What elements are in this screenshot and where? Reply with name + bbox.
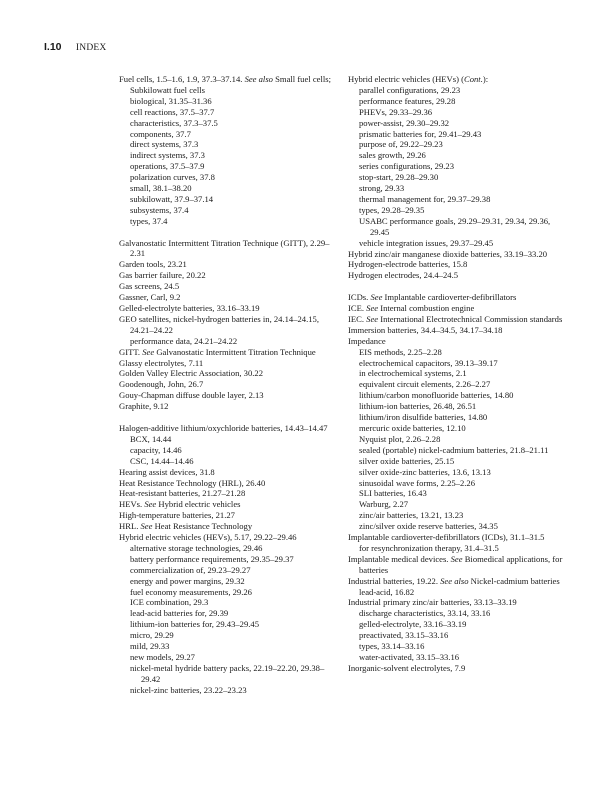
index-entry bbox=[119, 499, 341, 510]
index-subentry bbox=[348, 194, 570, 205]
index-subentry bbox=[348, 401, 570, 412]
index-subentry bbox=[348, 107, 570, 118]
index-subentry bbox=[348, 205, 570, 216]
entry-text: BCX, 14.44 bbox=[130, 433, 172, 444]
index-entry bbox=[348, 597, 570, 608]
entry-text: zinc/silver oxide reserve batteries, 34.35 bbox=[359, 521, 498, 532]
index-entry bbox=[119, 368, 341, 379]
index-subentry bbox=[348, 521, 570, 532]
entry-text: nickel-metal hydride battery packs, 22.19–22.20, 29.38–29.42 bbox=[130, 662, 325, 684]
entry-text: types, 29.28–29.35 bbox=[359, 204, 425, 215]
index-entry bbox=[348, 554, 570, 576]
entry-text: alternative storage technologies, 29.46 bbox=[130, 542, 263, 553]
entry-text: preactivated, 33.15–33.16 bbox=[359, 630, 449, 641]
entry-text: Nyquist plot, 2.26–2.28 bbox=[359, 433, 441, 444]
index-subentry bbox=[119, 205, 341, 216]
entry-text: for resynchronization therapy, 31.4–31.5 bbox=[359, 542, 499, 553]
entry-text: Hybrid electric vehicles (HEVs) ( bbox=[348, 74, 464, 84]
entry-text: Gas barrier failure, 20.22 bbox=[119, 270, 206, 281]
entry-group-gap bbox=[119, 227, 341, 238]
entry-text: components, 37.7 bbox=[130, 128, 191, 139]
entry-text: PHEVs, 29.33–29.36 bbox=[359, 106, 433, 117]
entry-text: operations, 37.5–37.9 bbox=[130, 161, 205, 172]
index-entry bbox=[348, 663, 570, 674]
page-header bbox=[44, 40, 106, 54]
entry-text: in electrochemical systems, 2.1 bbox=[359, 368, 467, 379]
entry-text: High-temperature batteries, 21.27 bbox=[119, 510, 235, 521]
see-reference: See bbox=[450, 553, 463, 564]
index-subentry bbox=[119, 576, 341, 587]
index-entry bbox=[119, 401, 341, 412]
entry-text: HRL. bbox=[119, 521, 141, 532]
entry-text: Implantable cardioverter-defibrillators (ICDs), 31.1–31.5 bbox=[348, 532, 545, 543]
index-subentry bbox=[348, 587, 570, 598]
index-entry bbox=[119, 292, 341, 303]
entry-text: gelled-electrolyte, 33.16–33.19 bbox=[359, 619, 467, 630]
entry-text: performance data, 24.21–24.22 bbox=[130, 335, 238, 346]
entry-text: nickel-zinc batteries, 23.22–23.23 bbox=[130, 684, 247, 695]
entry-text: lithium-ion batteries, 26.48, 26.51 bbox=[359, 401, 477, 412]
page-number: I.10 bbox=[44, 41, 62, 53]
index-subentry bbox=[348, 139, 570, 150]
entry-text: power-assist, 29.30–29.32 bbox=[359, 117, 450, 128]
index-subentry bbox=[348, 358, 570, 369]
index-entry bbox=[348, 74, 570, 85]
entry-text: Graphite, 9.12 bbox=[119, 401, 169, 412]
entry-text: vehicle integration issues, 29.37–29.45 bbox=[359, 237, 494, 248]
entry-text: sales growth, 29.26 bbox=[359, 150, 426, 161]
index-subentry bbox=[348, 456, 570, 467]
entry-text: equivalent circuit elements, 2.26–2.27 bbox=[359, 379, 491, 390]
index-entry bbox=[119, 238, 341, 260]
entry-text: Garden tools, 23.21 bbox=[119, 259, 187, 270]
entry-text: Galvanostatic Intermittent Titration Technique (GITT), 2.29–2.31 bbox=[119, 237, 330, 259]
index-entry bbox=[348, 532, 570, 543]
index-subentry bbox=[119, 641, 341, 652]
index-subentry bbox=[119, 652, 341, 663]
entry-text: types, 37.4 bbox=[130, 215, 168, 226]
entry-text: small, 38.1–38.20 bbox=[130, 183, 192, 194]
index-subentry bbox=[119, 619, 341, 630]
index-subentry bbox=[119, 597, 341, 608]
entry-text: performance features, 29.28 bbox=[359, 95, 456, 106]
entry-reference-text: Hybrid electric vehicles bbox=[156, 499, 241, 510]
index-subentry bbox=[119, 554, 341, 565]
entry-text: IEC. bbox=[348, 313, 367, 324]
entry-text: Hybrid electric vehicles (HEVs), 5.17, 29.22–29.46 bbox=[119, 532, 297, 543]
see-reference: See bbox=[144, 499, 157, 510]
entry-text: sinusoidal wave forms, 2.25–2.26 bbox=[359, 477, 476, 488]
index-subentry bbox=[119, 630, 341, 641]
index-subentry bbox=[348, 641, 570, 652]
index-entry bbox=[348, 325, 570, 336]
entry-reference-text: International Electrotechnical Commission standards bbox=[378, 313, 563, 324]
entry-text: Fuel cells, 1.5–1.6, 1.9, 37.3–37.14. bbox=[119, 74, 245, 84]
entry-reference-text: Implantable cardioverter-defibrillators bbox=[382, 292, 517, 303]
see-reference: See bbox=[366, 313, 379, 324]
index-subentry bbox=[348, 183, 570, 194]
entry-text: micro, 29.29 bbox=[130, 630, 174, 641]
entry-text: types, 33.14–33.16 bbox=[359, 641, 425, 652]
index-subentry bbox=[348, 499, 570, 510]
entry-text: Golden Valley Electric Association, 30.22 bbox=[119, 368, 263, 379]
entry-text: Industrial batteries, 19.22. bbox=[348, 575, 441, 586]
entry-text: cell reactions, 37.5–37.7 bbox=[130, 106, 215, 117]
entry-text: silver oxide-zinc batteries, 13.6, 13.13 bbox=[359, 466, 491, 477]
index-entry bbox=[348, 270, 570, 281]
entry-text: Heat-resistant batteries, 21.27–21.28 bbox=[119, 488, 246, 499]
entry-text: Industrial primary zinc/air batteries, 33.13–33.19 bbox=[348, 597, 517, 608]
entry-reference-text: Biomedical applications, for batteries bbox=[359, 553, 563, 575]
see-reference: See also bbox=[440, 575, 469, 586]
entry-text: ICE. bbox=[348, 303, 367, 314]
see-reference: See bbox=[366, 303, 379, 314]
index-subentry bbox=[119, 587, 341, 598]
entry-text: Warburg, 2.27 bbox=[359, 499, 409, 510]
index-subentry bbox=[119, 107, 341, 118]
entry-text: Goodenough, John, 26.7 bbox=[119, 379, 204, 390]
index-subentry bbox=[119, 96, 341, 107]
entry-reference-text: Nickel-cadmium batteries bbox=[468, 575, 560, 586]
see-reference: See bbox=[370, 292, 383, 303]
entry-reference-text: Small fuel cells; Subkilowatt fuel cells bbox=[130, 74, 331, 95]
index-subentry bbox=[119, 118, 341, 129]
index-column-left bbox=[119, 74, 341, 696]
entry-text: new models, 29.27 bbox=[130, 652, 195, 662]
index-entry bbox=[119, 390, 341, 401]
see-reference: See also bbox=[244, 74, 273, 84]
index-subentry bbox=[348, 510, 570, 521]
index-entry bbox=[119, 467, 341, 478]
entry-reference-text: Heat Resistance Technology bbox=[152, 521, 253, 532]
index-subentry bbox=[348, 150, 570, 161]
entry-text: Implantable medical devices. bbox=[348, 553, 451, 564]
entry-text: ICE combination, 29.3 bbox=[130, 597, 209, 608]
entry-text: mercuric oxide batteries, 12.10 bbox=[359, 422, 466, 433]
index-subentry bbox=[119, 150, 341, 161]
see-reference: See bbox=[142, 346, 155, 357]
entry-text: ICDs. bbox=[348, 292, 371, 303]
index-subentry bbox=[348, 347, 570, 358]
index-subentry bbox=[348, 445, 570, 456]
index-entry bbox=[119, 423, 341, 434]
index-entry bbox=[119, 303, 341, 314]
entry-text: Immersion batteries, 34.4–34.5, 34.17–34.18 bbox=[348, 324, 503, 335]
entry-text: Hybrid zinc/air manganese dioxide batteries, 33.19–33.20 bbox=[348, 248, 548, 259]
entry-group-gap bbox=[119, 412, 341, 423]
index-entry bbox=[348, 314, 570, 325]
entry-text: prismatic batteries for, 29.41–29.43 bbox=[359, 128, 482, 139]
entry-text: Glassy electrolytes, 7.11 bbox=[119, 357, 204, 368]
entry-text: mild, 29.33 bbox=[130, 641, 170, 652]
index-entry bbox=[119, 532, 341, 543]
index-subentry bbox=[119, 129, 341, 140]
index-subentry bbox=[119, 445, 341, 456]
entry-text: Gassner, Carl, 9.2 bbox=[119, 292, 181, 303]
entry-reference-text: Internal combustion engine bbox=[378, 303, 475, 314]
index-subentry bbox=[119, 543, 341, 554]
index-subentry bbox=[348, 478, 570, 489]
index-entry bbox=[119, 314, 341, 336]
index-subentry bbox=[348, 172, 570, 183]
index-subentry bbox=[348, 216, 570, 238]
entry-text: sealed (portable) nickel-cadmium batteries, 21.8–21.11 bbox=[359, 444, 549, 455]
entry-text: stop-start, 29.28–29.30 bbox=[359, 172, 439, 183]
entry-text: indirect systems, 37.3 bbox=[130, 150, 205, 161]
index-subentry bbox=[348, 368, 570, 379]
index-subentry bbox=[348, 412, 570, 423]
entry-text: capacity, 14.46 bbox=[130, 444, 182, 455]
index-entry bbox=[119, 379, 341, 390]
index-subentry bbox=[348, 161, 570, 172]
entry-text: biological, 31.35–31.36 bbox=[130, 95, 212, 106]
entry-text: lithium/iron disulfide batteries, 14.80 bbox=[359, 412, 488, 423]
index-subentry bbox=[348, 85, 570, 96]
index-subentry bbox=[348, 619, 570, 630]
see-reference: See bbox=[140, 521, 153, 532]
entry-text: discharge characteristics, 33.14, 33.16 bbox=[359, 608, 491, 619]
entry-text: Hydrogen-electrode batteries, 15.8 bbox=[348, 259, 468, 270]
index-entry bbox=[119, 358, 341, 369]
index-subentry bbox=[348, 467, 570, 478]
running-title: INDEX bbox=[75, 43, 107, 53]
index-subentry bbox=[119, 172, 341, 183]
entry-text: Heat Resistance Technology (HRL), 26.40 bbox=[119, 477, 266, 488]
entry-text: silver oxide batteries, 25.15 bbox=[359, 455, 455, 466]
index-subentry bbox=[119, 565, 341, 576]
index-entry bbox=[119, 259, 341, 270]
index-subentry bbox=[119, 216, 341, 227]
entry-text: CSC, 14.44–14.46 bbox=[130, 455, 194, 466]
entry-text: subkilowatt, 37.9–37.14 bbox=[130, 193, 214, 204]
index-subentry bbox=[348, 129, 570, 140]
index-subentry bbox=[348, 390, 570, 401]
entry-text: Gouy-Chapman diffuse double layer, 2.13 bbox=[119, 390, 264, 401]
index-entry bbox=[348, 303, 570, 314]
entry-text: battery performance requirements, 29.35–29.37 bbox=[130, 553, 294, 564]
entry-text: energy and power margins, 29.32 bbox=[130, 575, 245, 586]
index-subentry bbox=[119, 194, 341, 205]
index-subentry bbox=[119, 608, 341, 619]
index-subentry bbox=[348, 238, 570, 249]
entry-text: Hydrogen electrodes, 24.4–24.5 bbox=[348, 270, 459, 281]
index-subentry bbox=[348, 652, 570, 663]
index-entry bbox=[119, 347, 341, 358]
entry-text: parallel configurations, 29.23 bbox=[359, 84, 461, 95]
index-entry bbox=[119, 521, 341, 532]
index-subentry bbox=[119, 663, 341, 685]
index-subentry bbox=[119, 456, 341, 467]
index-subentry bbox=[348, 118, 570, 129]
index-entry bbox=[119, 488, 341, 499]
index-subentry bbox=[348, 434, 570, 445]
entry-reference-text: Galvanostatic Intermittent Titration Technique bbox=[154, 346, 316, 357]
index-entry bbox=[348, 259, 570, 270]
entry-group-gap bbox=[348, 281, 570, 292]
index-entry bbox=[119, 478, 341, 489]
see-reference: Cont. bbox=[463, 74, 483, 84]
entry-text: direct systems, 37.3 bbox=[130, 139, 199, 150]
entry-text: lithium/carbon monofluoride batteries, 14.80 bbox=[359, 390, 514, 401]
entry-text: GITT. bbox=[119, 346, 143, 357]
entry-text: SLI batteries, 16.43 bbox=[359, 488, 427, 499]
index-entry bbox=[348, 292, 570, 303]
entry-text: lithium-ion batteries for, 29.43–29.45 bbox=[130, 619, 260, 630]
index-subentry bbox=[348, 423, 570, 434]
index-subentry bbox=[119, 336, 341, 347]
entry-text: electrochemical capacitors, 39.13–39.17 bbox=[359, 357, 498, 368]
index-subentry bbox=[348, 630, 570, 641]
index-entry bbox=[348, 249, 570, 260]
index-entry bbox=[119, 74, 341, 96]
index-entry bbox=[119, 281, 341, 292]
index-subentry bbox=[348, 543, 570, 554]
entry-text: Gas screens, 24.5 bbox=[119, 281, 180, 292]
entry-text: USABC performance goals, 29.29–29.31, 29.34, 29.36, 29.45 bbox=[359, 215, 551, 237]
entry-text: characteristics, 37.3–37.5 bbox=[130, 117, 218, 128]
entry-text: EIS methods, 2.25–2.28 bbox=[359, 346, 442, 357]
entry-text: Gelled-electrolyte batteries, 33.16–33.19 bbox=[119, 303, 260, 314]
index-subentry bbox=[348, 608, 570, 619]
index-entry bbox=[119, 270, 341, 281]
entry-text: Impedance bbox=[348, 335, 386, 346]
entry-reference-text: ): bbox=[482, 74, 489, 84]
entry-text: purpose of, 29.22–29.23 bbox=[359, 139, 443, 150]
index-subentry bbox=[348, 488, 570, 499]
entry-text: fuel economy measurements, 29.26 bbox=[130, 586, 252, 597]
entry-text: lead-acid, 16.82 bbox=[359, 586, 415, 597]
entry-text: series configurations, 29.23 bbox=[359, 161, 454, 172]
entry-text: Hearing assist devices, 31.8 bbox=[119, 466, 215, 477]
index-subentry bbox=[119, 434, 341, 445]
entry-text: Halogen-additive lithium/oxychloride batteries, 14.43–14.47 bbox=[119, 422, 328, 433]
index-subentry bbox=[348, 379, 570, 390]
entry-text: polarization curves, 37.8 bbox=[130, 172, 215, 183]
entry-text: Inorganic-solvent electrolytes, 7.9 bbox=[348, 662, 466, 673]
entry-text: zinc/air batteries, 13.21, 13.23 bbox=[359, 510, 464, 521]
entry-text: subsystems, 37.4 bbox=[130, 204, 189, 215]
index-subentry bbox=[119, 685, 341, 696]
entry-text: HEVs. bbox=[119, 499, 145, 510]
index-subentry bbox=[348, 96, 570, 107]
index-subentry bbox=[119, 161, 341, 172]
index-subentry bbox=[119, 139, 341, 150]
index-subentry bbox=[119, 183, 341, 194]
index-entry bbox=[348, 576, 570, 587]
index-column-right bbox=[348, 74, 570, 674]
index-entry bbox=[348, 336, 570, 347]
entry-text: lead-acid batteries for, 29.39 bbox=[130, 608, 229, 619]
index-entry bbox=[119, 510, 341, 521]
entry-text: commercialization of, 29.23–29.27 bbox=[130, 564, 251, 575]
entry-text: strong, 29.33 bbox=[359, 183, 405, 194]
entry-text: water-activated, 33.15–33.16 bbox=[359, 652, 460, 663]
entry-text: thermal management for, 29.37–29.38 bbox=[359, 193, 491, 204]
entry-text: GEO satellites, nickel-hydrogen batteries in, 24.14–24.15, 24.21–24.22 bbox=[119, 313, 319, 335]
